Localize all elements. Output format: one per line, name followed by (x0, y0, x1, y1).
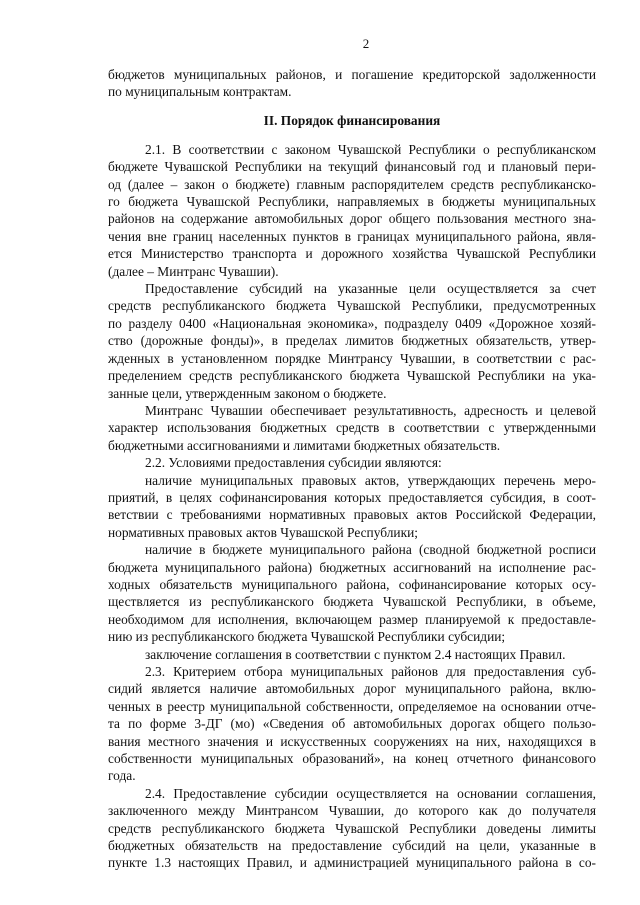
section-heading: II. Порядок финансирования (263, 112, 441, 128)
paragraph-first-line: 2.1. В соответствии с законом Чувашской Республики о республиканском (145, 141, 596, 157)
text-line: (далее – Минтранс Чувашии). (108, 263, 279, 279)
text-line: бюджетными ассигнованиями и лимитами бюджетных обязательств. (108, 437, 501, 453)
page-number: 2 (362, 36, 370, 51)
text-line: од (далее – закон о бюджете) главным распорядителем средств республиканско- (108, 176, 596, 192)
text-line: приятий, в целях софинансирования которых предоставляется субсидия, в соот- (108, 489, 596, 505)
paragraph-first-line: 2.3. Критерием отбора муниципальных районов для предоставления суб- (145, 664, 596, 679)
text-line: по разделу 0400 «Национальная экономика», подразделу 0409 «Дорожное хозяй- (108, 315, 596, 331)
text-line: бюджетных обязательств на предоставление субсидий на цели, указанные в (108, 838, 596, 854)
text-line: ется Министерство транспорта и дорожного хозяйства Чувашской Республики (108, 246, 596, 262)
paragraph-first-line: 2.2. Условиями предоставления субсидии являются: (145, 455, 442, 471)
text-line: средств республиканского бюджета Чувашской Республики доведены лимиты (108, 820, 596, 836)
text-line: ченных в реестр муниципальной собственности, определяемое на основании отче- (108, 698, 596, 714)
text-line: заключенного между Минтрансом Чувашии, до которого как до получателя (108, 803, 596, 819)
text-line: чения вне границ населенных пунктов в границах муниципального района, явля- (108, 228, 596, 244)
text-line: ветствии с требованиями нормативных правовых актов Российской Федерации, (108, 507, 596, 523)
text-line: бюджете Чувашской Республики на текущий финансовый год и плановый пери- (108, 159, 596, 175)
text-line: жденных в установленном порядке Минтрансу Чувашии, в соответствии с рас- (108, 350, 596, 366)
paragraph-first-line: наличие муниципальных правовых актов, утверждающих перечень меро- (145, 472, 596, 488)
text-line: собственности муниципальных образований», на конец отчетного финансового (108, 751, 596, 767)
text-line: бюджетов муниципальных районов, и погашение кредиторской задолженности (108, 67, 596, 82)
text-line: ществляется из республиканского бюджета Чувашской Республики, в объеме, (108, 594, 596, 610)
text-line: нормативных правовых актов Чувашской Республики; (108, 524, 418, 540)
paragraph-first-line: заключение соглашения в соответствии с пунктом 2.4 настоящих Правил. (145, 646, 566, 662)
text-line: пределением средств республиканского бюджета Чувашской Республики на ука- (108, 368, 596, 384)
text-line: ходных обязательств муниципального района, софинансирование которых осу- (108, 576, 596, 592)
intro-text (108, 66, 596, 101)
text-line: необходимом для исполнения, включающем размер планируемой к предоставле- (108, 611, 596, 627)
text-line: занные цели, утвержденным законом о бюджете. (108, 385, 387, 401)
text-line: районов на содержание автомобильных дорог общего пользования местного зна- (108, 211, 596, 227)
section-body (108, 141, 596, 872)
paragraph-first-line: Минтранс Чувашии обеспечивает результативность, адресность и целевой (145, 402, 596, 418)
text-line: средств республиканского бюджета Чувашской Республики, предусмотренных (108, 298, 596, 314)
paragraph-first-line: 2.4. Предоставление субсидии осуществляется на основании соглашения, (145, 785, 596, 801)
paragraph-first-line: Предоставление субсидий на указанные цели осуществляется за счет (145, 281, 596, 297)
text-line: ство (дорожные фонды)», в пределах лимитов бюджетных обязательств, утвер- (108, 333, 596, 349)
paragraph-first-line: наличие в бюджете муниципального района (сводной бюджетной росписи (145, 542, 596, 558)
text-line: бюджета муниципального района) бюджетных ассигнований на исполнение рас- (108, 559, 596, 575)
text-line: нию из республиканского бюджета Чувашской Республики субсидии; (108, 629, 506, 645)
text-line: сидий является наличие автомобильных дорог муниципального района, вклю- (108, 681, 596, 697)
text-line: та по форме 3-ДГ (мо) «Сведения об автомобильных дорогах общего пользо- (108, 716, 596, 732)
text-line: го бюджета Чувашской Республики, направляемых в бюджеты муниципальных (108, 194, 596, 210)
text-line: года. (108, 768, 136, 784)
text-line: по муниципальным контрактам. (108, 84, 292, 100)
text-line: характер использования бюджетных средств в соответствии с утвержденными (108, 420, 596, 436)
text-line: вания местного значения и искусственных сооружениях на них, находящихся в (108, 733, 596, 749)
text-line: пункте 1.3 настоящих Правил, и администрацией муниципального района в со- (108, 855, 596, 871)
